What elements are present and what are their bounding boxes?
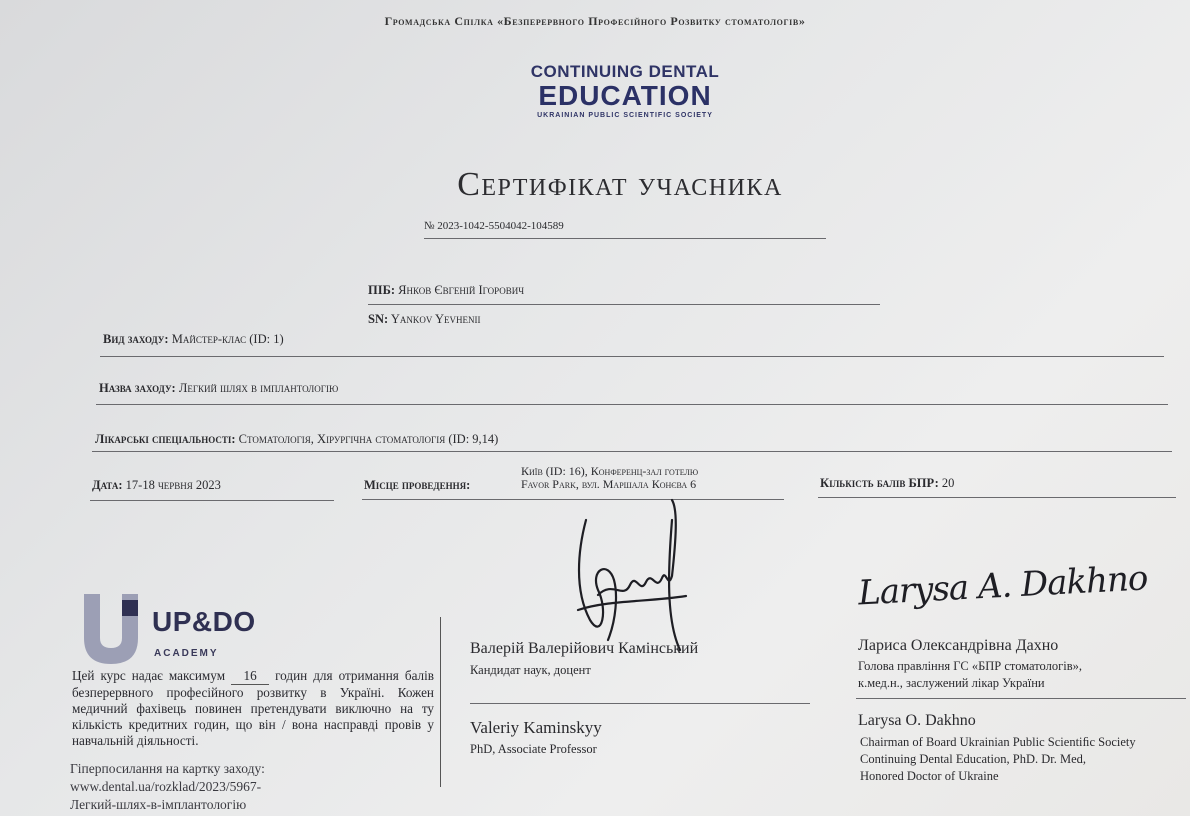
pib-value: Янков Євгеній Ігорович (398, 283, 525, 297)
specialties-field (95, 432, 498, 447)
date-label: Дата: (92, 478, 123, 492)
venue-line-1: Київ (ID: 16), Конференц-зал готелю (521, 464, 699, 478)
event-type-label: Вид заходу: (103, 332, 169, 346)
organization-header: Громадська Спілка «Безперервного Професійного Розвитку стоматологів» (384, 14, 806, 28)
info-hours: 16 (231, 668, 269, 685)
venue-value (521, 465, 698, 491)
event-name-field (99, 381, 338, 396)
signer2-title-en-3: Honored Doctor of Ukraine (860, 769, 999, 783)
venue-label-wrap (364, 478, 470, 493)
certificate-number: № 2023-1042-5504042-104589 (424, 220, 564, 232)
certificate-title: Сертифікат учасника (457, 166, 783, 203)
sn-value: Yankov Yevhenii (390, 312, 481, 326)
event-type-value: Майстер-клас (ID: 1) (171, 332, 284, 346)
event-type-underline (100, 356, 1164, 357)
cde-logo (460, 62, 790, 119)
academy-name: UP&DO (152, 606, 256, 637)
points-field (820, 476, 954, 491)
signer1-name-en: Valeriy Kaminskyy (470, 718, 602, 737)
signer2-divider (856, 698, 1186, 699)
event-name-label: Назва заходу: (99, 381, 176, 395)
logo-line-3: UKRAINIAN PUBLIC SCIENTIFIC SOCIETY (537, 112, 713, 119)
date-underline (90, 500, 334, 501)
logo-line-2: EDUCATION (538, 80, 712, 111)
specialties-value: Стоматологія, Хірургічна стоматологія (ID: 9,14) (238, 432, 499, 446)
signer2-title-ua-1: Голова правління ГС «БПР стоматологів», (858, 659, 1083, 673)
signer1-divider (470, 703, 810, 704)
event-name-value: Легкий шлях в імплантологію (178, 381, 339, 395)
points-underline (818, 497, 1176, 498)
date-value: 17-18 червня 2023 (125, 478, 221, 492)
signer2-name-ua: Лариса Олександрівна Дахно (858, 637, 1059, 654)
dakhno-signature: Larysa A. Dakhno (857, 558, 1149, 614)
signer1-title-ua: Кандидат наук, доцент (470, 663, 591, 677)
venue-line-2: Favor Park, вул. Маршала Конєва 6 (521, 477, 697, 491)
signer1-name-ua: Валерій Валерійович Камінський (470, 640, 699, 657)
hyperlink-label: Гіперпосилання на картку заходу: (70, 761, 265, 776)
specialties-underline (92, 451, 1172, 452)
sn-field (368, 312, 481, 327)
kaminskyy-signature (568, 500, 698, 660)
hyperlink-tail[interactable]: Легкий-шлях-в-імплантологію (70, 797, 247, 812)
signer2-name-en: Larysa O. Dakhno (858, 712, 976, 729)
info-paragraph (72, 668, 434, 749)
signer2-title-ua-2: к.мед.н., заслужений лікар України (858, 676, 1045, 690)
sn-label: SN: (368, 312, 389, 326)
number-underline (424, 238, 826, 239)
hyperlink-url[interactable]: www.dental.ua/rozklad/2023/5967- (70, 779, 262, 794)
info-text-before: Цей курс надає максимум (72, 668, 226, 683)
signer2-title-en-1: Chairman of Board Ukrainian Public Scientiﬁc Society (860, 735, 1136, 749)
logo-line-1: CONTINUING DENTAL (530, 62, 720, 81)
hyperlink-block (70, 760, 265, 814)
pib-label: ПІБ: (368, 283, 396, 297)
pib-underline (368, 304, 880, 305)
signer2-title-en (860, 734, 1136, 785)
specialties-label: Лікарські спеціальності: (95, 432, 236, 446)
date-field (92, 478, 221, 493)
pib-field (368, 283, 524, 298)
points-label: Кількість балів БПР: (820, 476, 939, 490)
u-logo-icon (82, 594, 140, 664)
info-text-after: годин для отримання балів безперервного професійного розвитку в Україні. Кожен медичний фахівець повинен претендувати виключно на ту кількість кредитних годин, що він / вона насправді провів у навчальній діяльності. (72, 668, 435, 748)
venue-label: Місце проведення: (364, 478, 471, 492)
vertical-divider (440, 617, 441, 787)
event-type-field (103, 332, 284, 347)
signer2-title-en-2: Continuing Dental Education, PhD. Dr. Med, (860, 752, 1087, 766)
academy-sub: ACADEMY (154, 648, 219, 659)
event-name-underline (96, 404, 1168, 405)
signer2-title-ua (858, 658, 1082, 692)
points-value: 20 (941, 476, 955, 490)
signer1-title-en: PhD, Associate Professor (470, 742, 597, 756)
